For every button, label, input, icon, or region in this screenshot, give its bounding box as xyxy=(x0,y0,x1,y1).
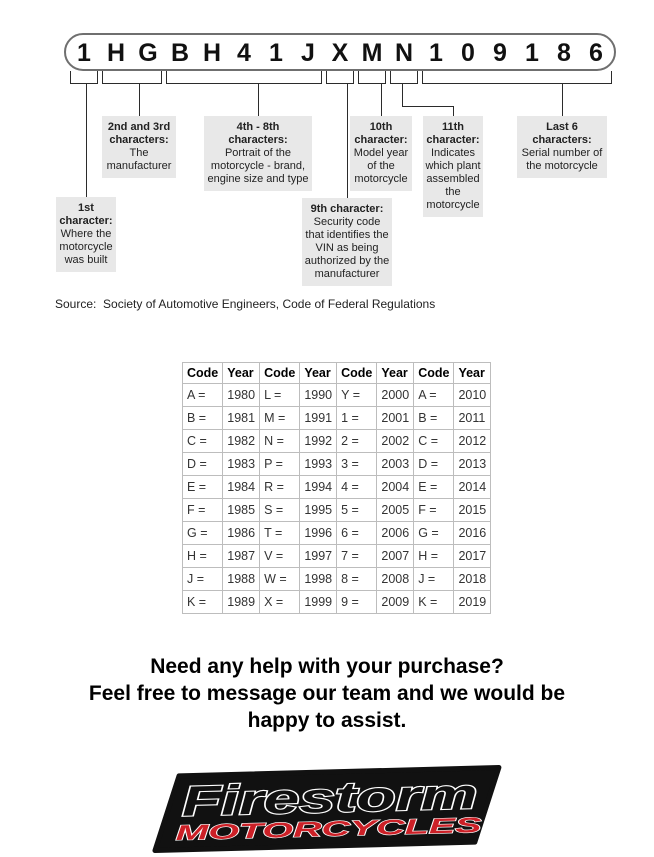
table-cell: 1980 xyxy=(223,384,260,407)
table-row xyxy=(183,522,491,545)
table-cell: P = xyxy=(260,453,300,476)
vin-character: 0 xyxy=(461,39,475,67)
bracket-char-9 xyxy=(326,71,354,84)
vin-label-last-6-characters xyxy=(517,116,607,178)
label-title: 9th character: xyxy=(310,203,384,215)
table-cell: A = xyxy=(183,384,223,407)
table-cell: C = xyxy=(414,430,454,453)
table-cell: 2017 xyxy=(454,545,491,568)
table-row xyxy=(183,476,491,499)
table-header-cell: Code xyxy=(414,363,454,384)
table-cell: J = xyxy=(183,568,223,591)
table-cell: 1997 xyxy=(300,545,337,568)
table-cell: W = xyxy=(260,568,300,591)
vin-character: H xyxy=(106,39,126,67)
vin-label-1st-character xyxy=(56,197,116,272)
table-cell: 1993 xyxy=(300,453,337,476)
table-cell: 1995 xyxy=(300,499,337,522)
table-header-cell: Year xyxy=(300,363,337,384)
table-cell: F = xyxy=(414,499,454,522)
table-cell: 2010 xyxy=(454,384,491,407)
help-message xyxy=(0,653,654,734)
table-cell: K = xyxy=(414,591,454,614)
table-cell: 2013 xyxy=(454,453,491,476)
connector-line xyxy=(453,106,454,116)
table-cell: 1992 xyxy=(300,430,337,453)
table-row xyxy=(183,407,491,430)
table-cell: T = xyxy=(260,522,300,545)
source-note: Source: Society of Automotive Engineers, Code of Federal Regulations xyxy=(55,297,436,311)
brand-logo xyxy=(147,764,507,857)
label-body: Serial number of the motorcycle xyxy=(521,147,603,172)
connector-line xyxy=(347,84,348,198)
table-cell: 1984 xyxy=(223,476,260,499)
table-cell: A = xyxy=(414,384,454,407)
table-header-cell: Code xyxy=(260,363,300,384)
table-cell: M = xyxy=(260,407,300,430)
table-row xyxy=(183,384,491,407)
vin-character: N xyxy=(394,39,414,67)
table-cell: 1981 xyxy=(223,407,260,430)
table-cell: J = xyxy=(414,568,454,591)
table-cell: 1996 xyxy=(300,522,337,545)
table-cell: X = xyxy=(260,591,300,614)
label-title: Last 6 characters: xyxy=(532,121,592,146)
vin-character: 1 xyxy=(77,39,91,67)
connector-line xyxy=(402,106,454,107)
table-cell: 5 = xyxy=(337,499,377,522)
vin-character: 4 xyxy=(237,39,251,67)
connector-line xyxy=(258,84,259,116)
vin-character: 1 xyxy=(429,39,443,67)
table-cell: 2 = xyxy=(337,430,377,453)
table-cell: 2008 xyxy=(377,568,414,591)
table-row xyxy=(183,591,491,614)
table-cell: 2004 xyxy=(377,476,414,499)
table-cell: 2009 xyxy=(377,591,414,614)
table-row xyxy=(183,545,491,568)
table-cell: 2000 xyxy=(377,384,414,407)
table-cell: 1991 xyxy=(300,407,337,430)
table-cell: 1987 xyxy=(223,545,260,568)
help-message-line2: Feel free to message our team and we would be happy to assist. xyxy=(88,682,566,732)
table-cell: 2015 xyxy=(454,499,491,522)
vin-character: 9 xyxy=(493,39,507,67)
table-cell: C = xyxy=(183,430,223,453)
logo-tagline-text: MOTORCYCLES xyxy=(175,817,339,845)
vin-label-4th-8th-characters xyxy=(204,116,312,191)
table-cell: H = xyxy=(414,545,454,568)
vin-label-2nd-3rd-characters xyxy=(102,116,176,178)
connector-line xyxy=(402,84,403,107)
table-cell: Y = xyxy=(337,384,377,407)
label-title: 10th character: xyxy=(354,121,408,146)
label-body: Model year of the motorcycle xyxy=(353,147,409,185)
table-cell: 2016 xyxy=(454,522,491,545)
vin-character: G xyxy=(138,39,158,67)
vin-label-11th-character xyxy=(423,116,483,217)
label-body: Where the motorcycle was built xyxy=(59,228,113,266)
bracket-chars-2-3 xyxy=(102,71,162,84)
table-cell: 1989 xyxy=(223,591,260,614)
table-cell: V = xyxy=(260,545,300,568)
vin-character: H xyxy=(202,39,222,67)
table-header-cell: Year xyxy=(377,363,414,384)
table-cell: 4 = xyxy=(337,476,377,499)
model-year-code-table xyxy=(182,362,491,614)
table-cell: 2011 xyxy=(454,407,491,430)
help-message-line1: Need any help with your purchase? xyxy=(150,655,504,678)
table-row xyxy=(183,568,491,591)
table-cell: B = xyxy=(414,407,454,430)
firestorm-logo-graphic xyxy=(147,764,507,853)
table-cell: 2001 xyxy=(377,407,414,430)
table-cell: 8 = xyxy=(337,568,377,591)
bracket-char-1 xyxy=(70,71,98,84)
table-row xyxy=(183,430,491,453)
table-cell: K = xyxy=(183,591,223,614)
table-cell: H = xyxy=(183,545,223,568)
vin-character: J xyxy=(301,39,315,67)
label-body: The manufacturer xyxy=(106,147,172,172)
table-cell: 7 = xyxy=(337,545,377,568)
connector-line xyxy=(562,84,563,116)
table-cell: G = xyxy=(414,522,454,545)
table-cell: D = xyxy=(183,453,223,476)
table-cell: 1985 xyxy=(223,499,260,522)
label-title: 2nd and 3rd characters: xyxy=(107,121,171,146)
table-cell: 1998 xyxy=(300,568,337,591)
table-cell: D = xyxy=(414,453,454,476)
table-cell: 2014 xyxy=(454,476,491,499)
table-cell: 6 = xyxy=(337,522,377,545)
vin-character: X xyxy=(331,39,349,67)
table-cell: 3 = xyxy=(337,453,377,476)
vin-character: M xyxy=(361,39,383,67)
table-cell: N = xyxy=(260,430,300,453)
table-cell: E = xyxy=(414,476,454,499)
table-header-cell: Code xyxy=(337,363,377,384)
table-cell: 1986 xyxy=(223,522,260,545)
vin-character: 1 xyxy=(525,39,539,67)
table-cell: F = xyxy=(183,499,223,522)
label-body: Indicates which plant assembled the motorcycle xyxy=(425,147,481,211)
table-cell: L = xyxy=(260,384,300,407)
vin-character: B xyxy=(170,39,190,67)
label-title: 1st character: xyxy=(59,202,113,227)
bracket-char-11 xyxy=(390,71,418,84)
label-body: Portrait of the motorcycle - brand, engine size and type xyxy=(207,147,309,185)
table-cell: R = xyxy=(260,476,300,499)
connector-line xyxy=(381,84,382,116)
vin-label-9th-character xyxy=(302,198,392,286)
table-cell: 1990 xyxy=(300,384,337,407)
logo-brand-text: Firestorm xyxy=(181,772,376,825)
table-cell: 1988 xyxy=(223,568,260,591)
label-body: Security code that identifies the VIN as being authorized by the manufacturer xyxy=(304,216,390,280)
table-cell: G = xyxy=(183,522,223,545)
table-cell: 1999 xyxy=(300,591,337,614)
label-title: 11th character: xyxy=(426,121,480,146)
table-cell: 2018 xyxy=(454,568,491,591)
table-cell: 2012 xyxy=(454,430,491,453)
table-cell: E = xyxy=(183,476,223,499)
table-header-cell: Code xyxy=(183,363,223,384)
table-cell: 2002 xyxy=(377,430,414,453)
vin-label-10th-character xyxy=(350,116,412,191)
vin-character: 6 xyxy=(589,39,603,67)
connector-line xyxy=(86,84,87,197)
vin-character: 1 xyxy=(269,39,283,67)
table-header-cell: Year xyxy=(454,363,491,384)
table-cell: S = xyxy=(260,499,300,522)
table-cell: 9 = xyxy=(337,591,377,614)
table-row xyxy=(183,453,491,476)
table-cell: 2003 xyxy=(377,453,414,476)
table-cell: 1994 xyxy=(300,476,337,499)
table-cell: 1 = xyxy=(337,407,377,430)
table-cell: 2006 xyxy=(377,522,414,545)
bracket-char-10 xyxy=(358,71,386,84)
table-cell: 2019 xyxy=(454,591,491,614)
bracket-chars-4-8 xyxy=(166,71,322,84)
bracket-last-6 xyxy=(422,71,612,84)
table-cell: 2007 xyxy=(377,545,414,568)
vin-character: 8 xyxy=(557,39,571,67)
table-header-cell: Year xyxy=(223,363,260,384)
label-title: 4th - 8th characters: xyxy=(228,121,288,146)
table-cell: B = xyxy=(183,407,223,430)
table-cell: 2005 xyxy=(377,499,414,522)
table-cell: 1983 xyxy=(223,453,260,476)
connector-line xyxy=(139,84,140,116)
table-row xyxy=(183,499,491,522)
table-cell: 1982 xyxy=(223,430,260,453)
